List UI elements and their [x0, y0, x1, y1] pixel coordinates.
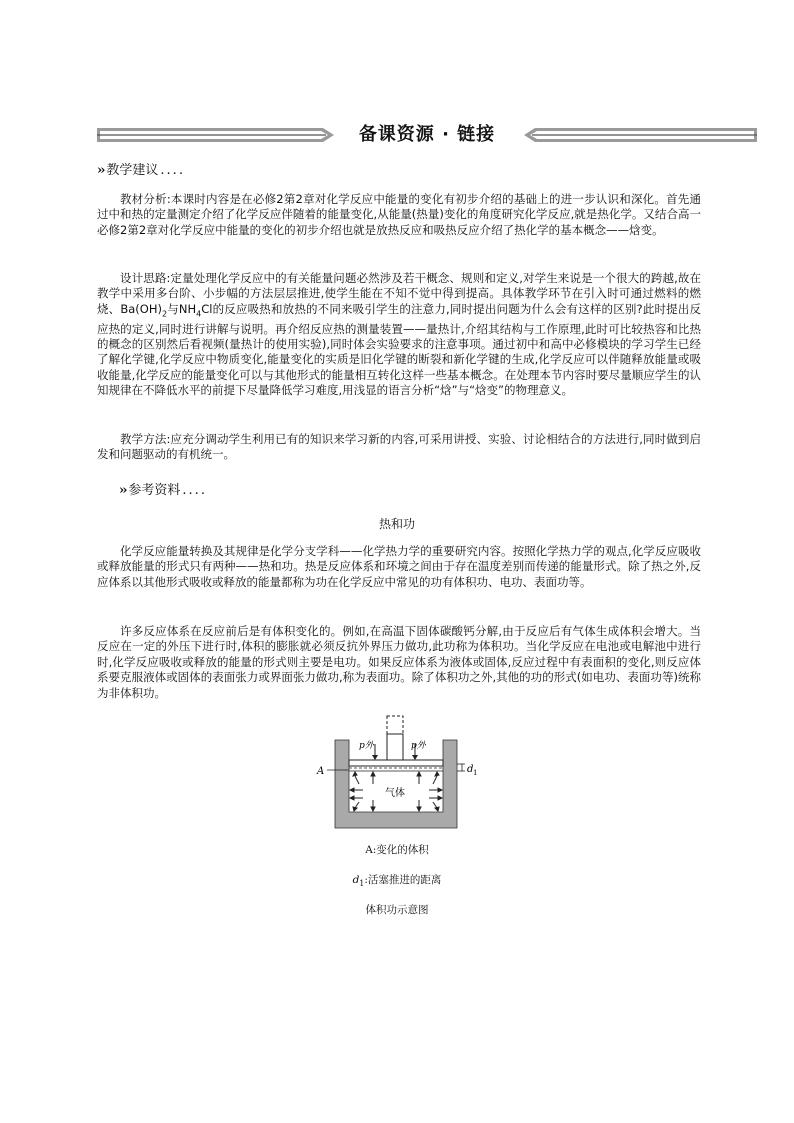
heading-dots: ....: [182, 483, 207, 498]
design-subscript-1: 2: [161, 309, 168, 319]
reference-paragraph-heat-work: 化学反应能量转换及其规律是化学分支学科——化学热力学的重要研究内容。按照化学热力学的观点,化学反应吸收或释放能量的形式只有两种——热和功。热是反应体系和环境之间由于存在温度差别而传递的能量形式。除了热之外,反应体系以其他形式吸收或释放的能量都称为功在化学反应中常见的功有体积功、电功、表面功等。: [97, 544, 701, 589]
design-text-part1: 设计思路:定量处理化学反应中的有关能量问题必然涉及若干概念、规则和定义,对学生来说是一个很大的跨越,故在教学中采用多台阶、小步幅的方法层层推进,使学生能在不知不觉中得到提高。具体教学环节在引入时可通过燃料的燃烧、Ba(OH): [97, 271, 701, 316]
piston-rod: [387, 734, 403, 760]
teaching-paragraph-design: [97, 271, 701, 399]
double-chevron-icon: ››: [119, 483, 126, 498]
design-text-part3: Cl的反应吸热和放热的不同来吸引学生的注意力,同时提出问题为什么会有这样的区别?此时提出反应热的定义,同时进行讲解与说明。再介绍反应热的测量装置——量热计,介绍其结构与工作原理,此时可比较热容和比热的概念的区别然后看视频(量热计的使用实验),同时体会实验要求的注意事项。通过初中和高中必修模块的学习学生已经了解化学键,化学反应中物质变化,能量变化的实质是旧化学键的断裂和新化学键的生成,化学反应可以伴随释放能量或吸收能量,化学反应的能量变化可以与其他形式的能量相互转化这样一些基本概念。在处理本节内容时要尽量顺应学生的认知规律在不降低水平的前提下尽量降低学习难度,用浅显的语言分析“焓”与“焓变”的物理意义。: [97, 301, 702, 398]
piston-plate: [349, 760, 443, 766]
teaching-paragraph-analysis: 教材分析:本课时内容是在必修2第2章对化学反应中能量的变化有初步介绍的基础上的进一步认识和深化。首先通过中和热的定量测定介绍了化学反应伴随着的能量变化,从能量(热量)变化的角度研究化学反应,就是热化学。又结合高一必修2第2章对化学反应中能量的变化的初步介绍也就是放热反应和吸热反应介绍了热化学的基本概念——焓变。: [97, 192, 701, 237]
teaching-heading: [97, 163, 185, 179]
label-d-sub: 1: [473, 769, 478, 777]
caption-d: d: [352, 874, 360, 886]
caption-d-sub: 1: [359, 879, 365, 889]
banner-title: 备课资源 · 链接: [358, 124, 496, 145]
section-banner: [97, 124, 757, 146]
reference-heading-label: 参考资料: [128, 483, 181, 498]
figure-caption-title: 体积功示意图: [365, 904, 429, 916]
double-chevron-icon: ››: [97, 163, 104, 178]
teaching-heading-label: 教学建议: [106, 163, 159, 178]
label-d: d: [467, 764, 474, 775]
heading-dots: ....: [160, 163, 185, 178]
design-subscript-2: 4: [196, 309, 202, 319]
reference-paragraph-volume-work: 许多反应体系在反应前后是有体积变化的。例如,在高温下固体碳酸钙分解,由于反应后有气体生成体积会增大。当反应在一定的外压下进行时,体积的膨胀就必须反抗外界压力做功,此功称为体积功。当化学反应在电池或电解池中进行时,化学反应吸收或释放的能量的形式则主要是电功。如果反应体系为液体或固体,反应过程中有表面积的变化,则反应体系要克服液体或固体的表面张力或界面张力做功,称为表面功。除了体积功之外,其他的功的形式(如电功、表面功等)统称为非体积功。: [97, 624, 701, 700]
label-gas: 气体: [385, 788, 405, 799]
figure-caption-distance: [0, 872, 794, 888]
design-text-part2: 与NH: [167, 301, 197, 316]
reference-title: 热和功: [378, 517, 415, 531]
caption-distance-text: :活塞推进的距离: [364, 874, 442, 886]
label-p-ext-right: p外: [411, 741, 426, 751]
label-p-ext-left: p外: [359, 741, 374, 751]
label-a: A: [317, 766, 325, 777]
figure-caption-volume: A:变化的体积: [365, 844, 429, 856]
diagram-svg: [315, 714, 485, 834]
teaching-paragraph-method: 教学方法:应充分调动学生利用已有的知识来学习新的内容,可采用讲授、实验、讨论相结合的方法进行,同时做到启发和问题驱动的有机统一。: [97, 432, 701, 462]
volume-work-diagram: [315, 714, 485, 834]
dashed-piston-rod: [387, 716, 403, 734]
reference-heading: [119, 483, 207, 499]
